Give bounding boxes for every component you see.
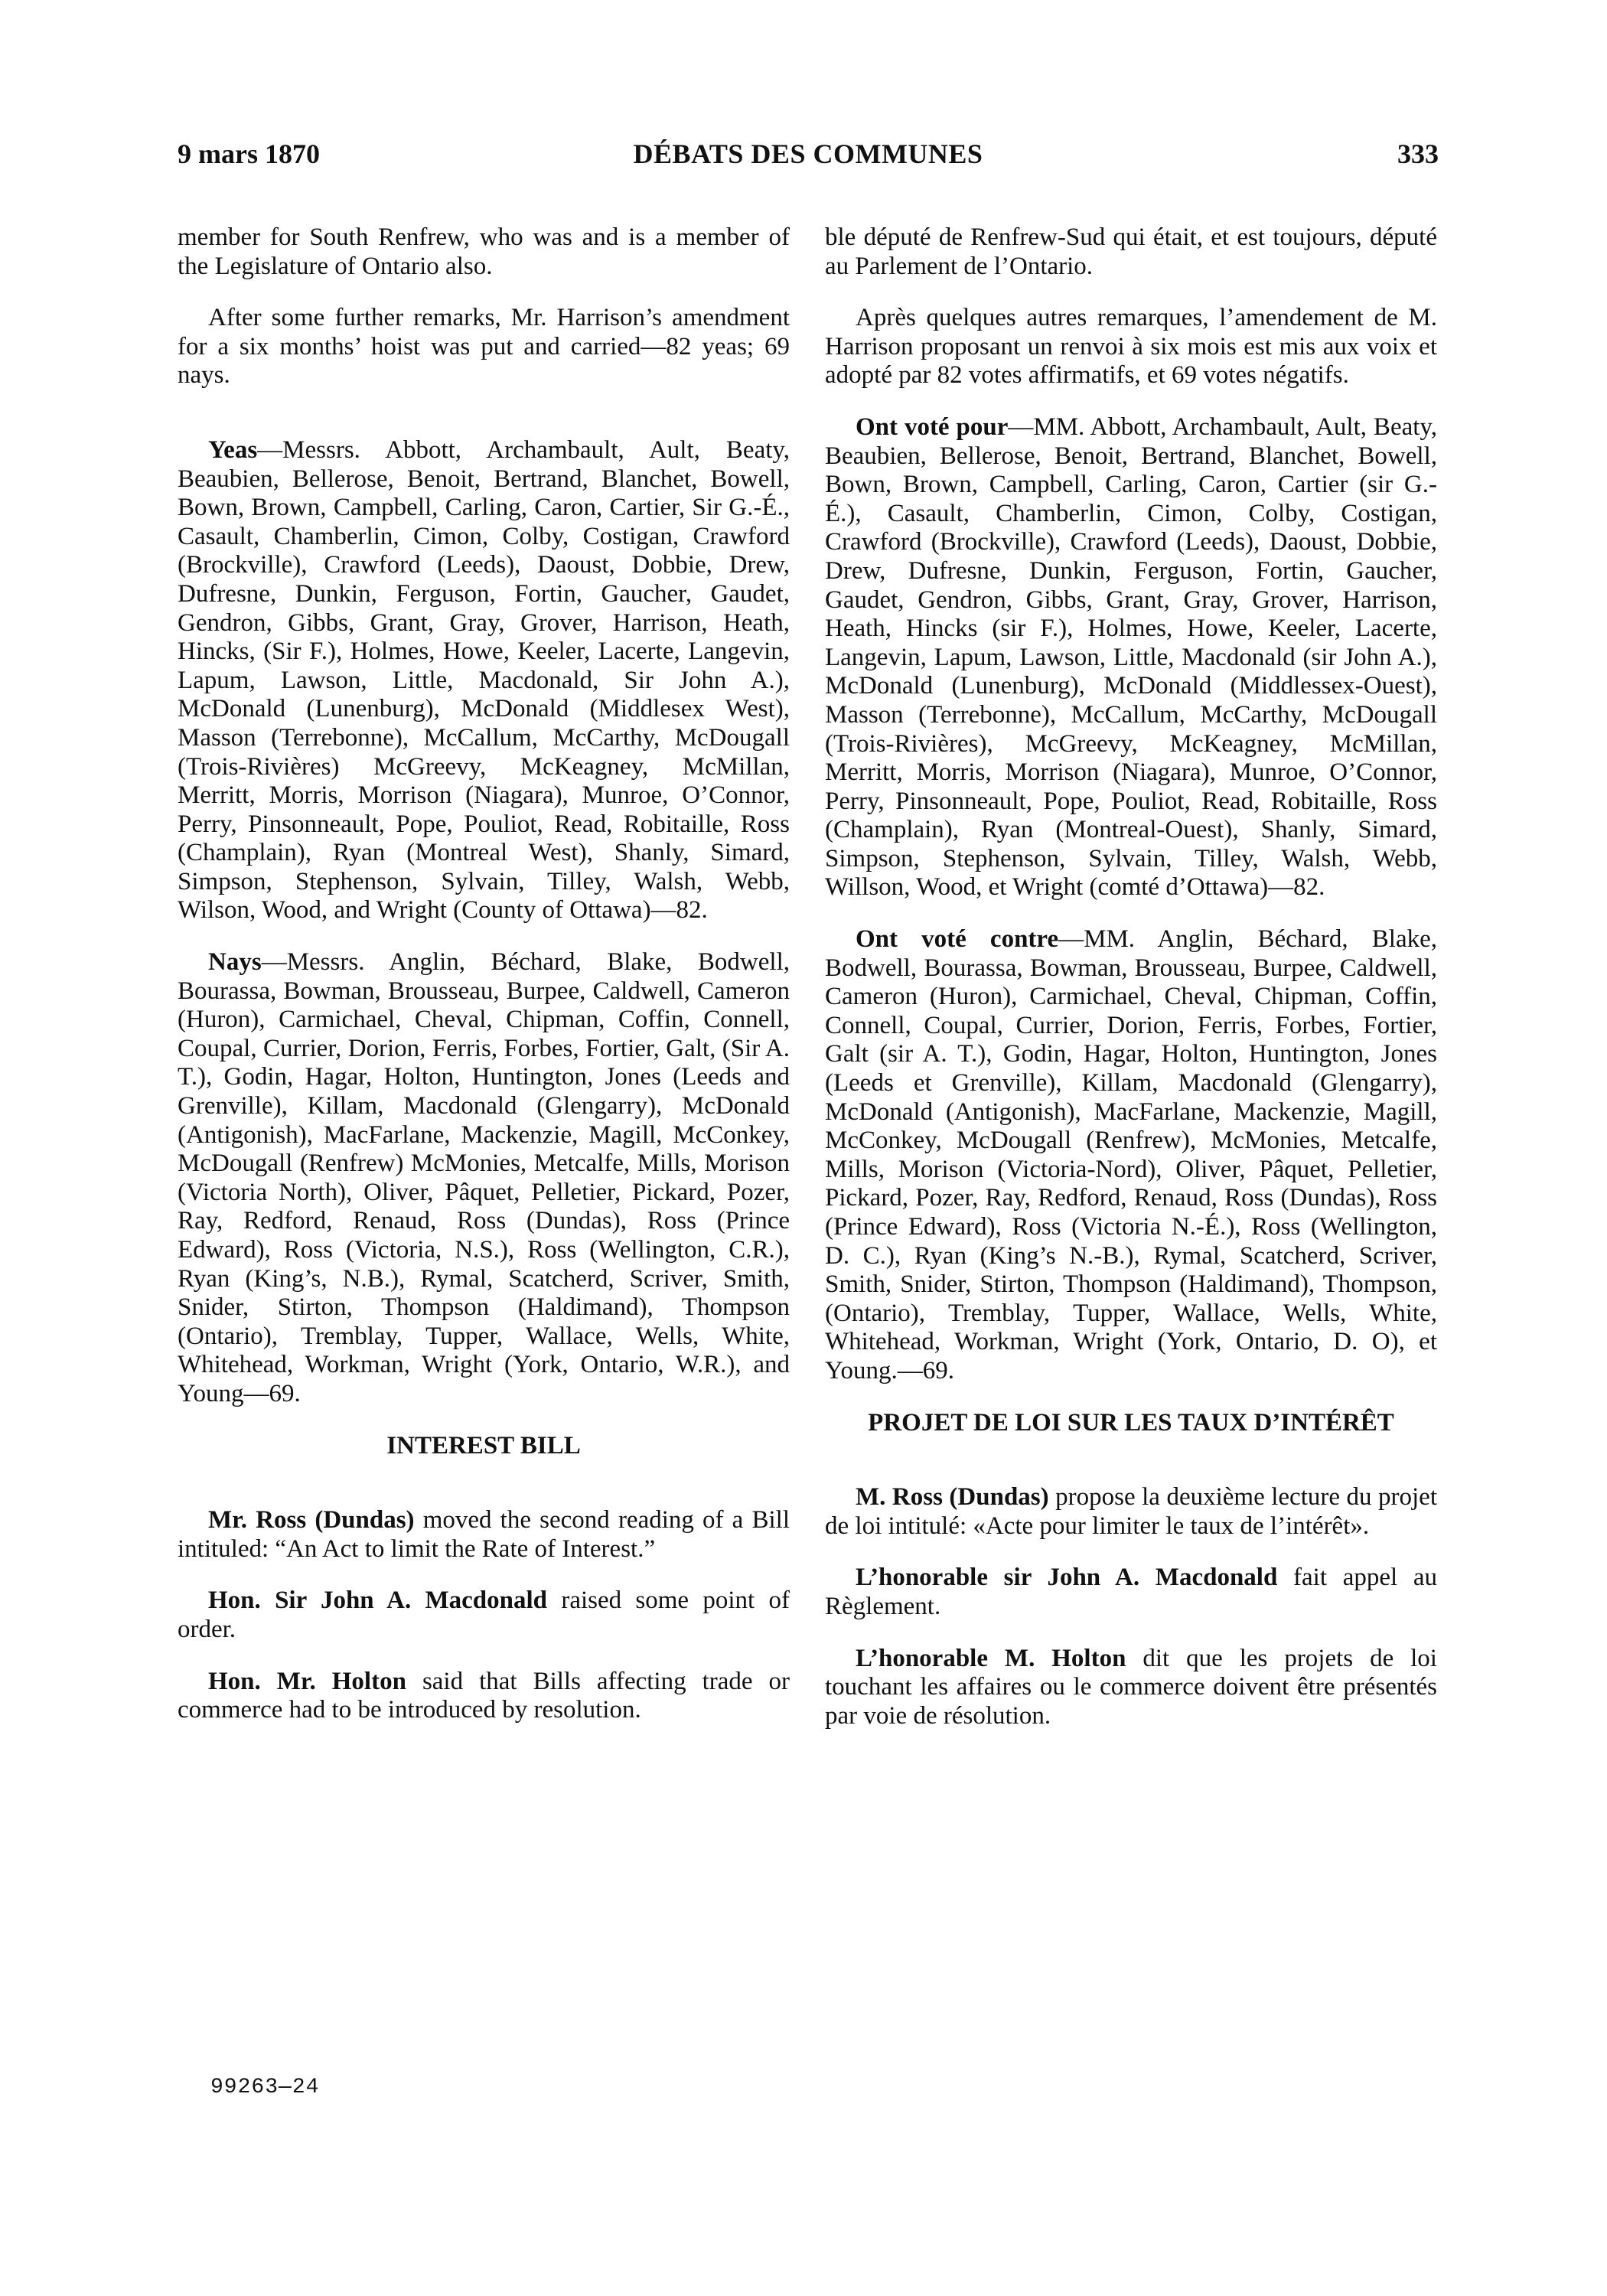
english-column bbox=[178, 223, 790, 1748]
yeas-label: Ont voté pour bbox=[856, 413, 1009, 441]
page-number: 333 bbox=[1397, 139, 1439, 169]
print-code: 99263—24 bbox=[210, 2076, 320, 2099]
motion-paragraph bbox=[178, 1506, 790, 1564]
yeas-paragraph bbox=[178, 436, 790, 925]
speaker-name: Mr. Ross (Dundas) bbox=[208, 1506, 415, 1534]
nays-paragraph bbox=[178, 948, 790, 1409]
holton-paragraph bbox=[178, 1668, 790, 1725]
motion-text: moved the second reading of a Bill intituled: “An Act to limit the Rate of Interest.” bbox=[178, 1506, 790, 1563]
section-heading: INTEREST BILL bbox=[386, 1431, 581, 1459]
yeas-paragraph bbox=[825, 413, 1437, 902]
yeas-list: —Messrs. Abbott, Archambault, Ault, Beaty, Beaubien, Bellerose, Benoit, Bertrand, Blanchet, Bowell, Bown, Brown, Campbell, Carling, Caron, Cartier, Sir G.-É., Casault, Chamberlin, Cimon, Colby, Costigan, Crawford (Brockville), Crawford (Leeds), Daoust, Dobbie, Drew, Dufresne, Dunkin, Ferguson, Fortin, Gaucher, Gaudet, Gendron, Gibbs, Grant, Gray, Grover, Harrison, Heath, Hincks, (Sir F.), Holmes, Howe, Keeler, Lacerte, Langevin, Lapum, Lawson, Little, Macdonald, Sir John A.), McDonald (Lunenburg), McDonald (Middlesex West), Masson (Terrebonne), McCallum, McCarthy, McDougall (Trois-Rivières) McGreevy, McKeagney, McMillan, Merritt, Morris, Morrison (Niagara), Munroe, O’Connor, Perry, Pinsonneault, Pope, Pouliot, Read, Robitaille, Ross (Champlain), Ryan (Montreal West), Shanly, Simard, Simpson, Stephenson, Sylvain, Tilley, Walsh, Webb, Wilson, Wood, and Wright (County of Ottawa)—82. bbox=[178, 435, 790, 925]
point-of-order-paragraph bbox=[178, 1587, 790, 1644]
motion-text: propose la deuxième lecture du projet de loi intitulé: «Acte pour limiter le taux de l’intérêt». bbox=[825, 1483, 1437, 1540]
holton-text: dit que les projets de loi touchant les affaires ou le commerce doivent être présentés par voie de résolution. bbox=[825, 1644, 1437, 1730]
point-of-order-text: fait appel au Règlement. bbox=[825, 1564, 1437, 1620]
speaker-name: M. Ross (Dundas) bbox=[856, 1483, 1049, 1512]
speaker-name: Hon. Mr. Holton bbox=[208, 1667, 406, 1695]
nays-list: —MM. Anglin, Béchard, Blake, Bodwell, Bourassa, Bowman, Brousseau, Burpee, Caldwell, Cameron (Huron), Carmichael, Cheval, Chipman, Coffin, Connell, Coupal, Currier, Dorion, Ferris, Forbes, Fortier, Galt (sir A. T.), Godin, Hagar, Holton, Huntington, Jones (Leeds et Grenville), Killam, Macdonald (Glengarry), McDonald (Antigonish), MacFarlane, Mackenzie, Magill, McConkey, McDougall (Renfrew), McMonies, Metcalfe, Mills, Morison (Victoria-Nord), Oliver, Pâquet, Pelletier, Pickard, Pozer, Ray, Redford, Renaud, Ross (Dundas), Ross (Prince Edward), Ross (Victoria N.-É.), Ross (Wellington, D. C.), Ryan (King’s N.-B.), Rymal, Scatcherd, Scriver, Smith, Snider, Stirton, Thompson (Haldimand), Thompson, (Ontario), Tremblay, Tupper, Wallace, Wells, White, Whitehead, Workman, Wright (York, Ontario, D. O), et Young.—69. bbox=[825, 925, 1437, 1384]
speaker-name: L’honorable sir John A. Macdonald bbox=[856, 1564, 1278, 1592]
header-title: DÉBATS DES COMMUNES bbox=[633, 139, 983, 169]
continued-paragraph: ble député de Renfrew-Sud qui était, et est toujours, député au Parlement de l’Ontario. bbox=[825, 223, 1437, 280]
amendment-paragraph: Après quelques autres remarques, l’amendement de M. Harrison proposant un renvoi à six mois est mis aux voix et adopté par 82 votes affirmatifs, et 69 votes négatifs. bbox=[825, 304, 1437, 390]
point-of-order-text: raised some point of order. bbox=[178, 1587, 790, 1643]
nays-list: —Messrs. Anglin, Béchard, Blake, Bodwell, Bourassa, Bowman, Brousseau, Burpee, Caldwell, Cameron (Huron), Carmichael, Cheval, Chipman, Coffin, Connell, Coupal, Currier, Dorion, Ferris, Forbes, Fortier, Galt, (Sir A. T.), Godin, Hagar, Holton, Huntington, Jones (Leeds and Grenville), Killam, Macdonald (Glengarry), McDonald (Antigonish), MacFarlane, Mackenzie, Magill, McConkey, McDougall (Renfrew) McMonies, Metcalfe, Mills, Morison (Victoria North), Oliver, Pâquet, Pelletier, Pickard, Pozer, Ray, Redford, Renaud, Ross (Dundas), Ross (Prince Edward), Ross (Victoria, N.S.), Ross (Wellington, C.R.), Ryan (King’s, N.B.), Rymal, Scatcherd, Scriver, Smith, Snider, Stirton, Thompson (Haldimand), Thompson (Ontario), Tremblay, Tupper, Wallace, Wells, White, Whitehead, Workman, Wright (York, Ontario, W.R.), and Young—69. bbox=[178, 948, 790, 1407]
holton-paragraph bbox=[825, 1645, 1437, 1731]
continued-paragraph: member for South Renfrew, who was and is a member of the Legislature of Ontario also. bbox=[178, 223, 790, 280]
nays-label: Nays bbox=[208, 948, 262, 977]
nays-label: Ont voté contre bbox=[856, 925, 1059, 954]
section-heading: PROJET DE LOI SUR LES TAUX D’INTÉRÊT bbox=[868, 1408, 1394, 1437]
motion-paragraph bbox=[825, 1483, 1437, 1541]
point-of-order-paragraph bbox=[825, 1564, 1437, 1621]
holton-text: said that Bills affecting trade or commerce had to be introduced by resolution. bbox=[178, 1667, 790, 1724]
nays-paragraph bbox=[825, 925, 1437, 1386]
french-column bbox=[825, 223, 1437, 1753]
amendment-paragraph: After some further remarks, Mr. Harrison’s amendment for a six months’ hoist was put and carried—82 yeas; 69 nays. bbox=[178, 304, 790, 390]
yeas-list: —MM. Abbott, Archambault, Ault, Beaty, Beaubien, Bellerose, Benoit, Bertrand, Blanchet, Bowell, Bown, Brown, Campbell, Carling, Caron, Cartier (sir G.-É.), Casault, Chamberlin, Cimon, Colby, Costigan, Crawford (Brockville), Crawford (Leeds), Daoust, Dobbie, Drew, Dufresne, Dunkin, Ferguson, Fortin, Gaucher, Gaudet, Gendron, Gibbs, Grant, Gray, Grover, Harrison, Heath, Hincks (sir F.), Holmes, Howe, Keeler, Lacerte, Langevin, Lapum, Lawson, Little, Macdonald (sir John A.), McDonald (Lunenburg), McDonald (Middlessex-Ouest), Masson (Terrebonne), McCallum, McCarthy, McDougall (Trois-Rivières), McGreevy, McKeagney, McMillan, Merritt, Morris, Morrison (Niagara), Munroe, O’Connor, Perry, Pinsonneault, Pope, Pouliot, Read, Robitaille, Ross (Champlain), Ryan (Montreal-Ouest), Shanly, Simard, Simpson, Stephenson, Sylvain, Tilley, Walsh, Webb, Willson, Wood, et Wright (comté d’Ottawa)—82. bbox=[825, 413, 1438, 902]
header-date: 9 mars 1870 bbox=[178, 139, 320, 169]
speaker-name: Hon. Sir John A. Macdonald bbox=[208, 1587, 548, 1615]
page-header bbox=[178, 138, 1439, 184]
speaker-name: L’honorable M. Holton bbox=[856, 1644, 1126, 1672]
yeas-label: Yeas bbox=[208, 435, 258, 464]
